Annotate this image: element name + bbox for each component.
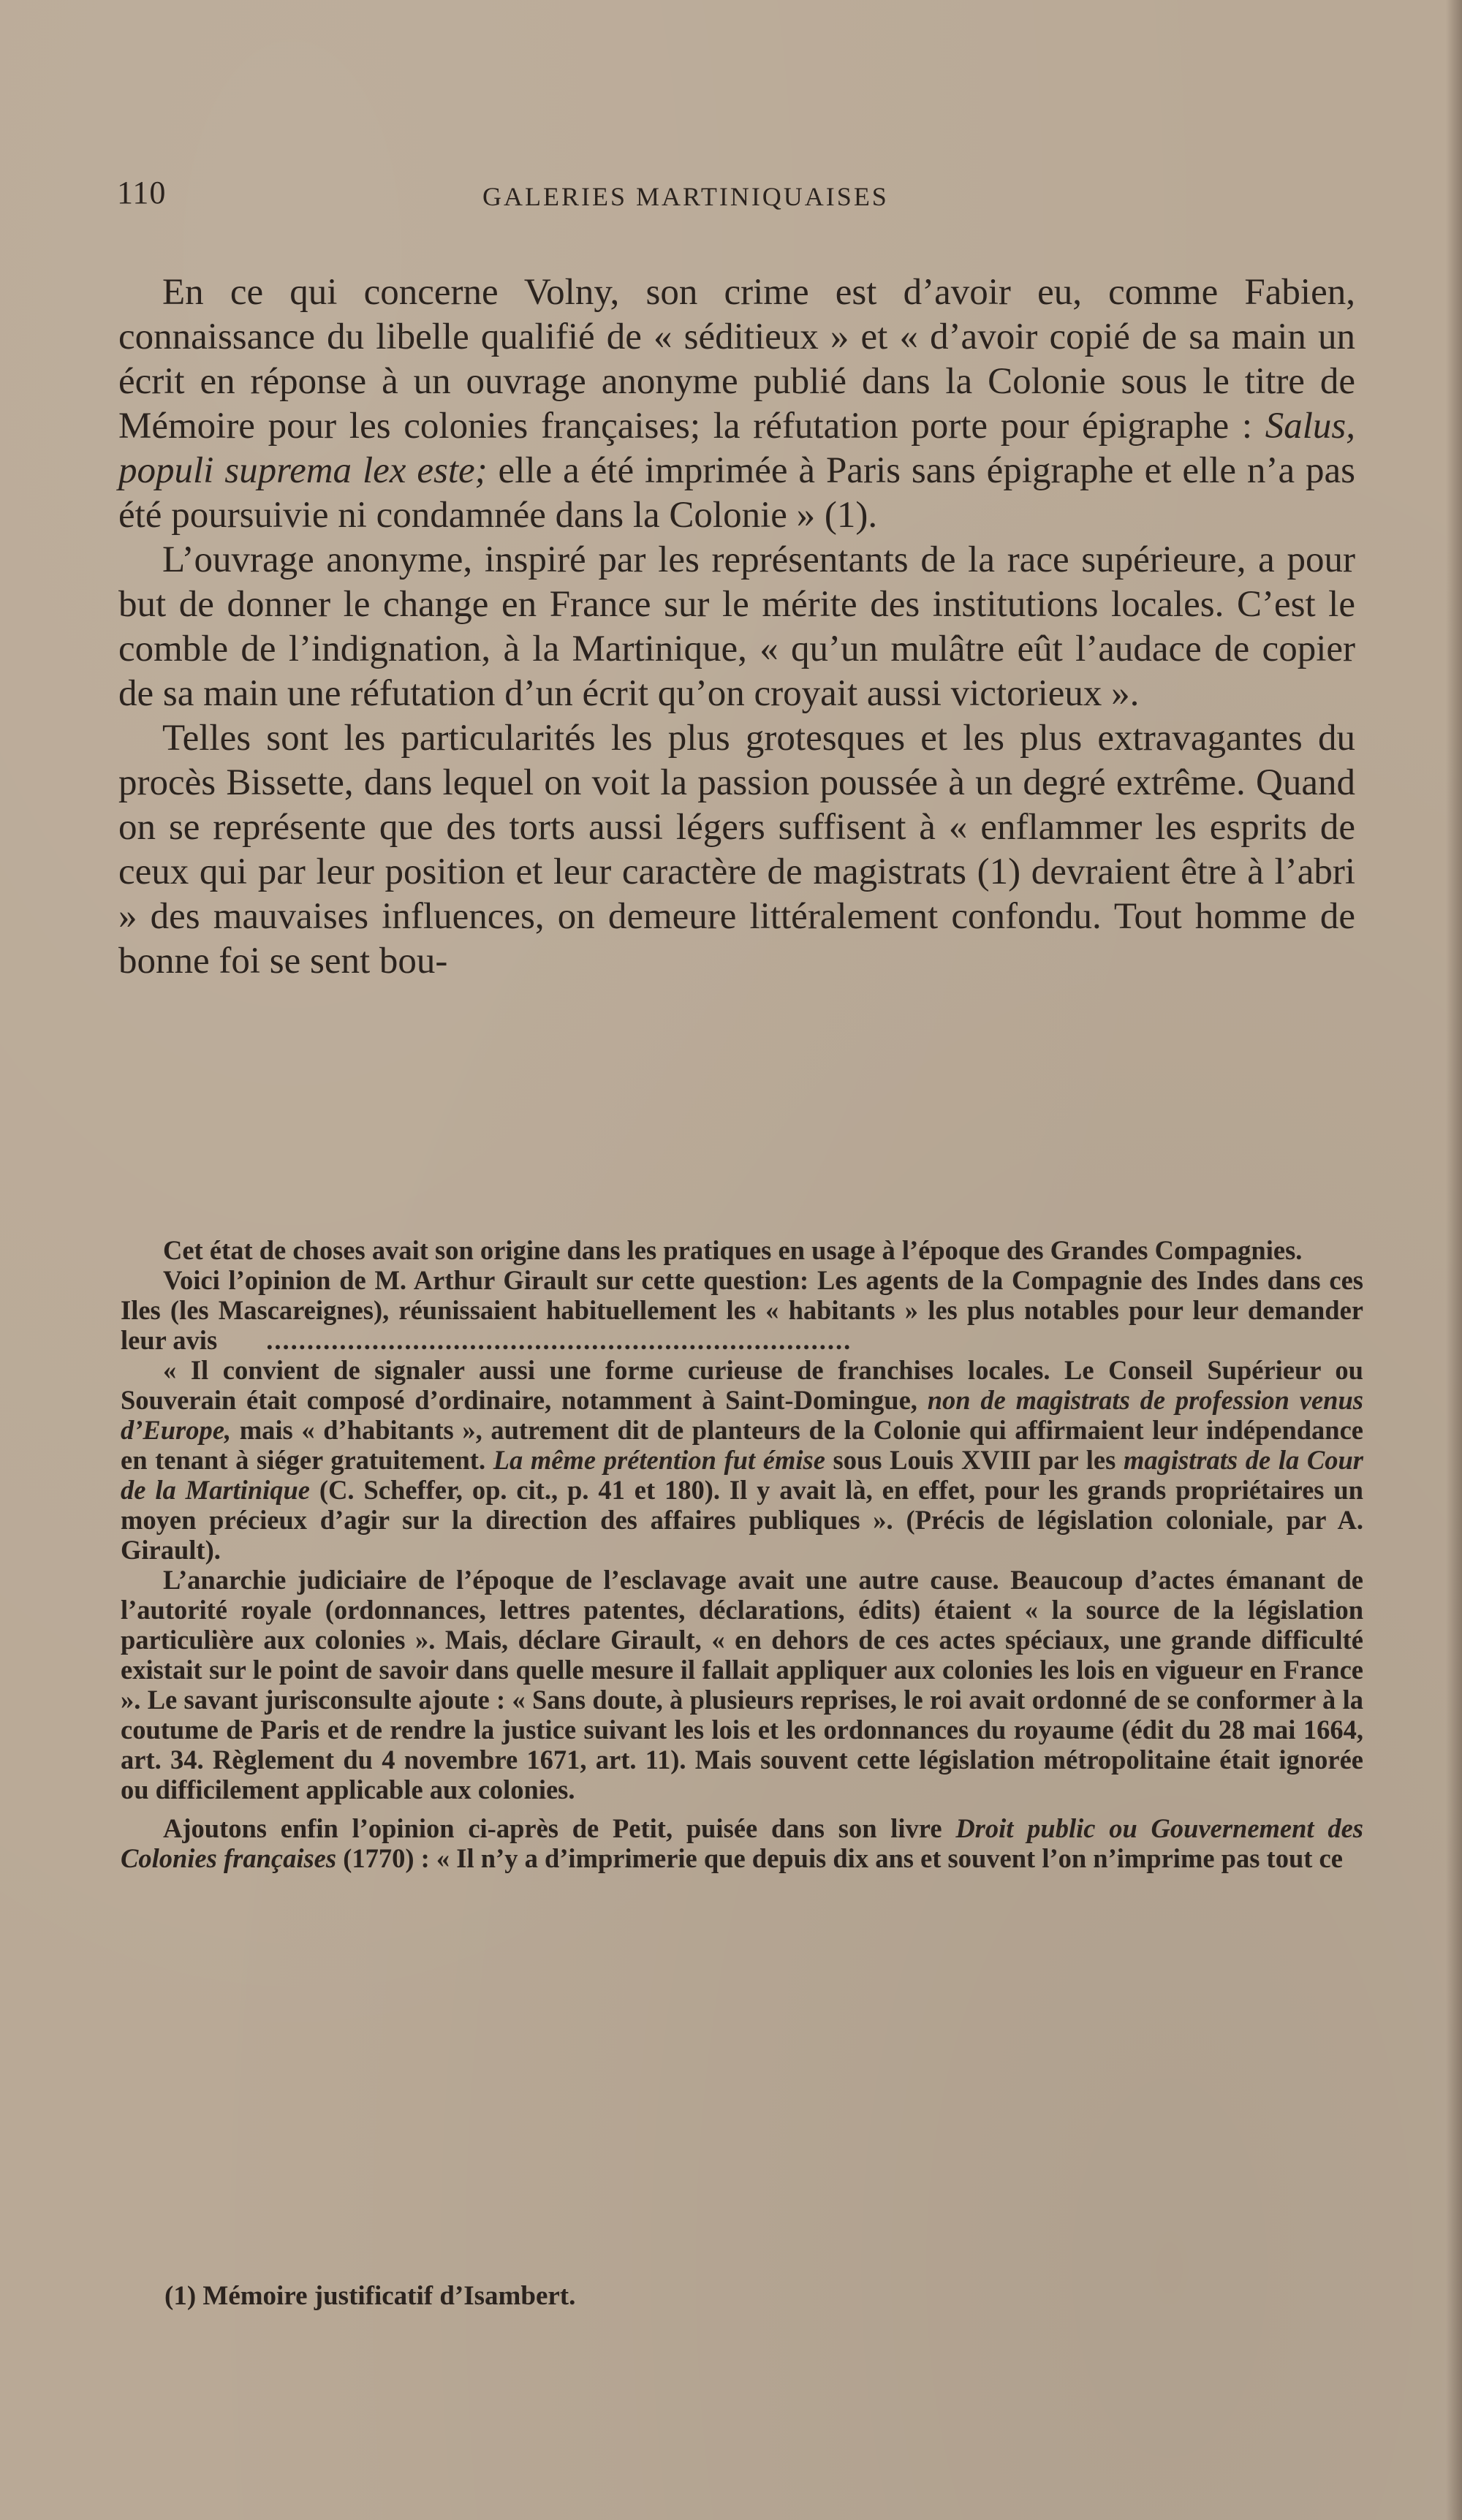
note-franchises-text-b: mais « d’habitants », autrement dit de planteurs de la Colonie qui affirmaient leur indépendance en tenant à siéger gratuitement. — [121, 1415, 1363, 1475]
note-girault-text: Voici l’opinion de M. Arthur Girault sur cette question: Les agents de la Compagnie des Indes dans ces Iles (les Mascareignes), réunissaient habituellement les « habitants » les plus notables pour leur demander leur avis — [121, 1265, 1363, 1355]
note-franchises-italic-a: non de magistrats de profession venus d’Europe, — [121, 1385, 1363, 1445]
footnote: (1) Mémoire justificatif d’Isambert. — [164, 2281, 576, 2311]
note-petit-text-a: Ajoutons enfin l’opinion ci-après de Petit, puisée dans son livre — [163, 1813, 956, 1843]
note-franchises-italic-b: La même prétention fut émise — [493, 1445, 825, 1475]
note-girault-opinion — [121, 1265, 1363, 1355]
paragraph-anonymous-work: L’ouvrage anonyme, inspiré par les représentants de la race supérieure, a pour but de donner le change en France sur le mérite des institutions locales. C’est le comble de l’indignation, à la Martinique, « qu’un mulâtre eût l’audace de copier de sa main une réfutation d’un écrit qu’on croyait aussi victorieux ». — [118, 539, 1355, 714]
note-origin: Cet état de choses avait son origine dans les pratiques en usage à l’époque des Grandes Compagnies. — [163, 1235, 1303, 1265]
paragraph-volny-text-b: elle a été imprimée à Paris sans épigraphe et elle n’a pas été poursuivie ni condamnée dans la Colonie » (1). — [118, 450, 1355, 536]
note-petit-book-title: Droit public ou Gouvernement des Colonies françaises — [121, 1813, 1363, 1873]
main-text — [118, 270, 1355, 984]
page-edge-shadow — [1446, 0, 1462, 2520]
notes-section — [121, 1235, 1363, 1873]
running-title: GALERIES MARTINIQUAISES — [482, 182, 889, 211]
latin-epigraph: Salus, populi suprema lex este; — [118, 406, 1355, 491]
note-franchises-text-a: « Il convient de signaler aussi une forme curieuse de franchises locales. Le Conseil Supérieur ou Souverain était composé d’ordinaire, notamment à Saint-Domingue, — [121, 1355, 1363, 1415]
note-franchises-italic-c: magistrats de la Cour de la Martinique — [121, 1445, 1363, 1505]
note-judicial-anarchy: L’anarchie judiciaire de l’époque de l’esclavage avait une autre cause. Beaucoup d’actes émanant de l’autorité royale (ordonnances, lettres patentes, déclarations, édits) étaient « la source de la législation particulière aux colonies ». Mais, déclare Girault, « en dehors de ces actes spéciaux, une grande difficulté existait sur le point de savoir dans quelle mesure il fallait appliquer aux colonies les lois en vigueur en France ». Le savant jurisconsulte ajoute : « Sans doute, à plusieurs reprises, le roi avait ordonné de se conformer à la coutume de Paris et de rendre la justice suivant les lois et les ordonnances du royaume (édit du 28 mai 1664, art. 34. Règlement du 4 novembre 1671, art. 11). Mais souvent cette législation métropolitaine était ignorée ou difficilement applicable aux colonies. — [121, 1565, 1363, 1804]
note-petit — [121, 1813, 1363, 1873]
paragraph-bissette-trial: Telles sont les particularités les plus grotesques et les plus extravagantes du procès Bissette, dans lequel on voit la passion poussée à un degré extrême. Quand on se représente que des torts aussi légers suffisent à « enflammer les esprits de ceux qui par leur position et leur caractère de magistrats (1) devraient être à l’abri » des mauvaises influences, on demeure littéralement confondu. Tout homme de bonne foi se sent bou- — [118, 718, 1355, 982]
note-franchises — [121, 1355, 1363, 1565]
page-number: 110 — [117, 175, 167, 210]
ellipsis-dots: ........................................................................ — [266, 1325, 852, 1355]
note-franchises-text-d: (C. Scheffer, op. cit., p. 41 et 180). Il y avait là, en effet, pour les grands propriétaires un moyen précieux d’agir sur la direction des affaires publiques ». (Précis de législation coloniale, par A. Girault). — [121, 1475, 1363, 1565]
note-franchises-text-c: sous Louis XVIII par les — [825, 1445, 1124, 1475]
note-petit-text-b: (1770) : « Il n’y a d’imprimerie que depuis dix ans et souvent l’on n’imprime pas tout ce — [336, 1843, 1343, 1873]
paragraph-volny — [118, 270, 1355, 538]
paragraph-volny-text-a: En ce qui concerne Volny, son crime est d’avoir eu, comme Fabien, connaissance du libelle qualifié de « séditieux » et « d’avoir copié de sa main un écrit en réponse à un ouvrage anonyme publié dans la Colonie sous le titre de Mémoire pour les colonies françaises; la réfutation porte pour épigraphe : — [118, 272, 1355, 447]
page-header — [117, 174, 1360, 218]
